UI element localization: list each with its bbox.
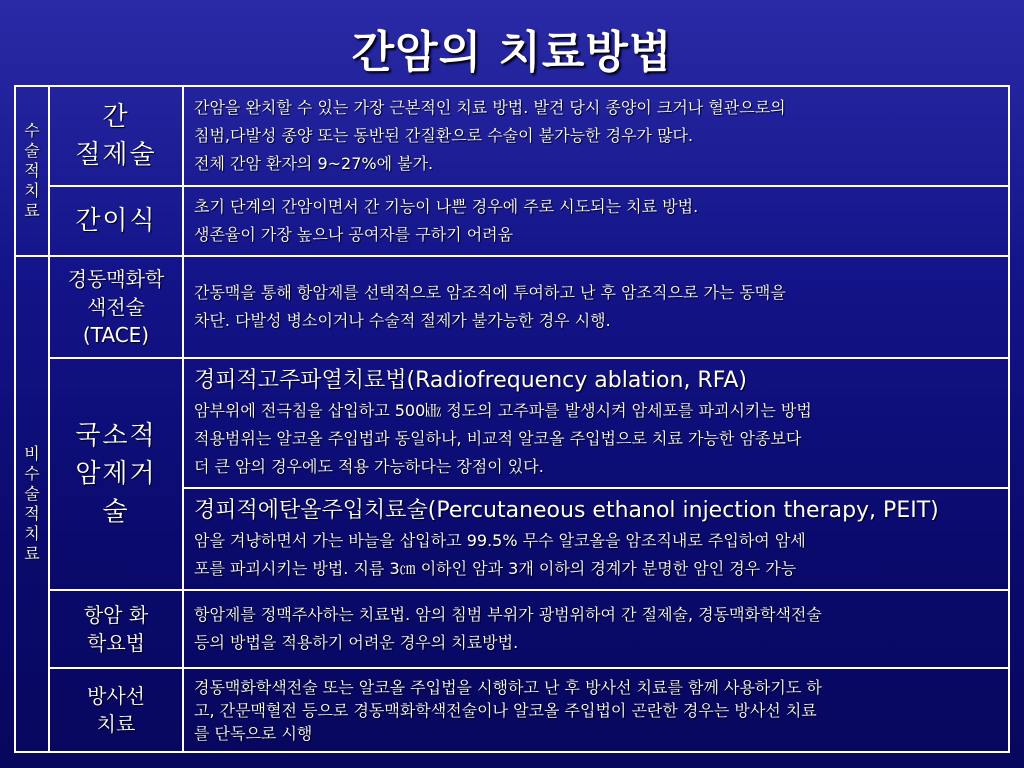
desc-line: 암을 겨냥하면서 가는 바늘을 삽입하고 99.5% 무수 알코올을 암조직내로 주입하여 암세 [194,531,806,550]
method-name-tace [49,256,183,358]
method-name-local-ablation [49,358,183,590]
desc-line: 차단. 다발성 병소이거나 수술적 절제가 불가능한 경우 시행. [194,311,611,330]
desc-line: 를 단독으로 시행 [194,723,313,743]
method-name-tace-text: 경동맥화학 색전술 (TACE) [67,267,165,347]
method-name-radiation [49,668,183,752]
category-surgical [15,86,49,256]
desc-line: 간암을 완치할 수 있는 가장 근본적인 치료 방법. 발견 당시 종양이 크거나 혈관으로의 [194,98,786,117]
method-desc-transplant [183,186,1009,256]
desc-line: 초기 단계의 간암이면서 간 기능이 나쁜 경우에 주로 시도되는 치료 방법. [194,197,699,216]
method-name-resection-text: 간 절제술 [75,102,157,170]
desc-line: 고, 간문맥혈전 등으로 경동맥화학색전술이나 알코올 주입법이 곤란한 경우는 방사선 치료 [194,700,817,720]
table-row [15,590,1009,668]
desc-line: 경동맥화학색전술 또는 알코올 주입법을 시행하고 난 후 방사선 치료를 함께 사용하기도 하 [194,677,822,697]
table-row [15,186,1009,256]
desc-line: 침범,다발성 종양 또는 동반된 간질환으로 수술이 불가능한 경우가 많다. [194,126,694,145]
method-name-transplant-text: 간이식 [75,206,157,236]
method-name-transplant [49,186,183,256]
desc-line: 전체 간암 환자의 9~27%에 불가. [194,154,434,173]
method-name-chemo [49,590,183,668]
method-desc-peit [183,488,1009,590]
peit-title: 경피적에탄올주입치료술(Percutaneous ethanol injection therapy, PEIT) [194,498,939,523]
category-surgical-label: 수술적치료 [24,121,40,220]
method-desc-chemo [183,590,1009,668]
desc-line: 암부위에 전극침을 삽입하고 500㎑ 정도의 고주파를 발생시켜 암세포를 파괴시키는 방법 [194,401,812,420]
table-row [15,668,1009,752]
method-name-chemo-text: 항암 화 학요법 [83,603,149,655]
table-row [15,86,1009,186]
treatment-table [14,85,1010,753]
method-desc-resection [183,86,1009,186]
desc-line: 더 큰 암의 경우에도 적용 가능하다는 장점이 있다. [194,457,544,476]
method-name-local-ablation-text: 국소적 암제거 술 [75,421,157,527]
category-non-surgical [15,256,49,752]
desc-line: 적용범위는 알코올 주입법과 동일하나, 비교적 알코올 주입법으로 치료 가능한 암종보다 [194,429,802,448]
table-row [15,256,1009,358]
method-name-resection [49,86,183,186]
desc-line: 등의 방법을 적용하기 어려운 경우의 치료방법. [194,633,519,652]
rfa-title: 경피적고주파열치료법(Radiofrequency ablation, RFA) [194,368,747,393]
method-desc-radiation [183,668,1009,752]
desc-line: 항암제를 정맥주사하는 치료법. 암의 침범 부위가 광범위하여 간 절제술, 경동맥화학색전술 [194,605,822,624]
method-desc-rfa [183,358,1009,488]
method-desc-tace [183,256,1009,358]
slide-title: 간암의 치료방법 [351,27,673,78]
desc-line: 생존율이 가장 높으나 공여자를 구하기 어려움 [194,225,514,244]
table-row [15,358,1009,488]
method-name-radiation-text: 방사선 치료 [87,684,145,736]
desc-line: 간동맥을 통해 항암제를 선택적으로 암조직에 투여하고 난 후 암조직으로 가는 동맥을 [194,283,786,302]
category-non-surgical-label: 비수술적치료 [24,444,40,563]
desc-line: 포를 파괴시키는 방법. 지름 3㎝ 이하인 암과 3개 이하의 경계가 분명한 암인 경우 가능 [194,559,797,578]
